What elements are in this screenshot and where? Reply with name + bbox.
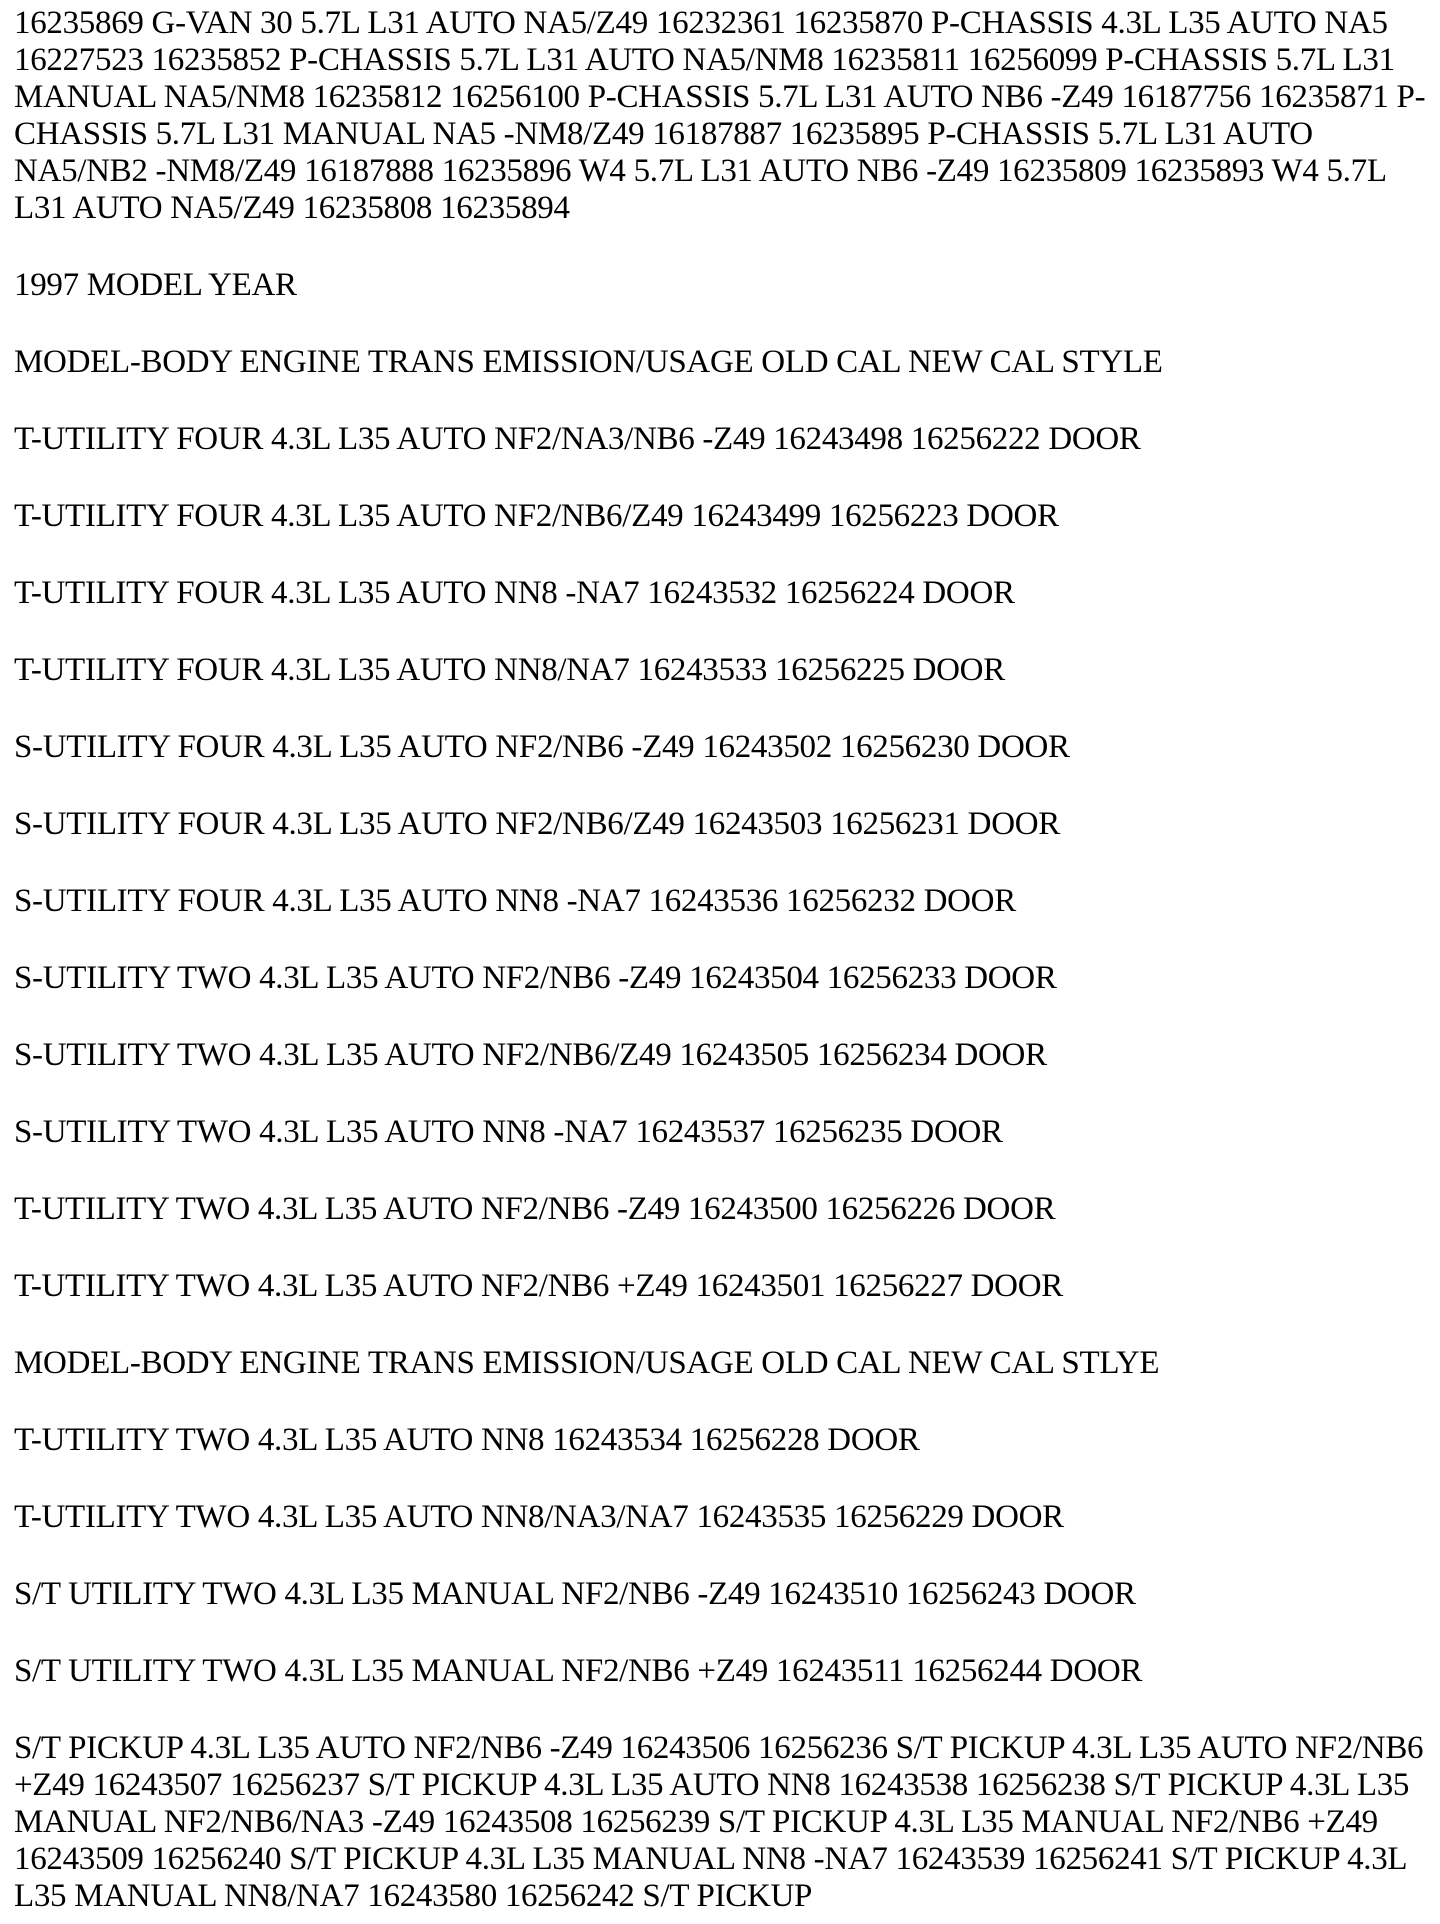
calibration-line: T-UTILITY FOUR 4.3L L35 AUTO NF2/NB6/Z49 16243499 16256223 DOOR (14, 498, 1059, 534)
calibration-line: S-UTILITY TWO 4.3L L35 AUTO NF2/NB6/Z49 16243505 16256234 DOOR (14, 1037, 1047, 1073)
calibration-line: S-UTILITY FOUR 4.3L L35 AUTO NF2/NB6/Z49 16243503 16256231 DOOR (14, 806, 1060, 842)
table-header-line: MODEL-BODY ENGINE TRANS EMISSION/USAGE OLD CAL NEW CAL STYLE (14, 344, 1163, 380)
calibration-line: S-UTILITY TWO 4.3L L35 AUTO NN8 -NA7 16243537 16256235 DOOR (14, 1114, 1003, 1150)
calibration-line: S/T UTILITY TWO 4.3L L35 MANUAL NF2/NB6 +Z49 16243511 16256244 DOOR (14, 1653, 1143, 1689)
pickup-calibration-paragraph: S/T PICKUP 4.3L L35 AUTO NF2/NB6 -Z49 16243506 16256236 S/T PICKUP 4.3L L35 AUTO NF2/NB6 +Z49 16243507 16256237 S/T PICKUP 4.3L L35 AUTO NN8 16243538 16256238 S/T PICKUP 4.3L L35 MANUAL NF2/NB6/NA3 -Z49 16243508 16256239 S/T PICKUP 4.3L L35 MANUAL NF2/NB6 +Z49 16243509 16256240 S/T PICKUP 4.3L L35 MANUAL NN8 -NA7 16243539 16256241 S/T PICKUP 4.3L L35 MANUAL NN8/NA7 16243580 16256242 S/T PICKUP (14, 1730, 1424, 1914)
model-year-heading: 1997 MODEL YEAR (14, 267, 297, 303)
calibration-line: S/T UTILITY TWO 4.3L L35 MANUAL NF2/NB6 -Z49 16243510 16256243 DOOR (14, 1576, 1136, 1612)
calibration-line: T-UTILITY FOUR 4.3L L35 AUTO NN8 -NA7 16243532 16256224 DOOR (14, 575, 1015, 611)
calibration-line: T-UTILITY TWO 4.3L L35 AUTO NF2/NB6 -Z49 16243500 16256226 DOOR (14, 1191, 1056, 1227)
calibration-line: T-UTILITY TWO 4.3L L35 AUTO NF2/NB6 +Z49 16243501 16256227 DOOR (14, 1268, 1063, 1304)
calibration-paragraph-1996: 16235869 G-VAN 30 5.7L L31 AUTO NA5/Z49 16232361 16235870 P-CHASSIS 4.3L L35 AUTO NA5 16227523 16235852 P-CHASSIS 5.7L L31 AUTO NA5/NM8 16235811 16256099 P-CHASSIS 5.7L L31 MANUAL NA5/NM8 16235812 16256100 P-CHASSIS 5.7L L31 AUTO NB6 -Z49 16187756 16235871 P-CHASSIS 5.7L L31 MANUAL NA5 -NM8/Z49 16187887 16235895 P-CHASSIS 5.7L L31 AUTO NA5/NB2 -NM8/Z49 16187888 16235896 W4 5.7L L31 AUTO NB6 -Z49 16235809 16235893 W4 5.7L L31 AUTO NA5/Z49 16235808 16235894 (14, 5, 1426, 226)
calibration-line: T-UTILITY FOUR 4.3L L35 AUTO NN8/NA7 16243533 16256225 DOOR (14, 652, 1005, 688)
calibration-line: T-UTILITY TWO 4.3L L35 AUTO NN8/NA3/NA7 16243535 16256229 DOOR (14, 1499, 1064, 1535)
document-body (14, 5, 1426, 1915)
calibration-line: S-UTILITY FOUR 4.3L L35 AUTO NN8 -NA7 16243536 16256232 DOOR (14, 883, 1016, 919)
calibration-line: T-UTILITY FOUR 4.3L L35 AUTO NF2/NA3/NB6 -Z49 16243498 16256222 DOOR (14, 421, 1141, 457)
table-header-line: MODEL-BODY ENGINE TRANS EMISSION/USAGE OLD CAL NEW CAL STLYE (14, 1345, 1160, 1381)
calibration-line: S-UTILITY TWO 4.3L L35 AUTO NF2/NB6 -Z49 16243504 16256233 DOOR (14, 960, 1057, 996)
calibration-line: T-UTILITY TWO 4.3L L35 AUTO NN8 16243534 16256228 DOOR (14, 1422, 920, 1458)
calibration-line: S-UTILITY FOUR 4.3L L35 AUTO NF2/NB6 -Z49 16243502 16256230 DOOR (14, 729, 1070, 765)
